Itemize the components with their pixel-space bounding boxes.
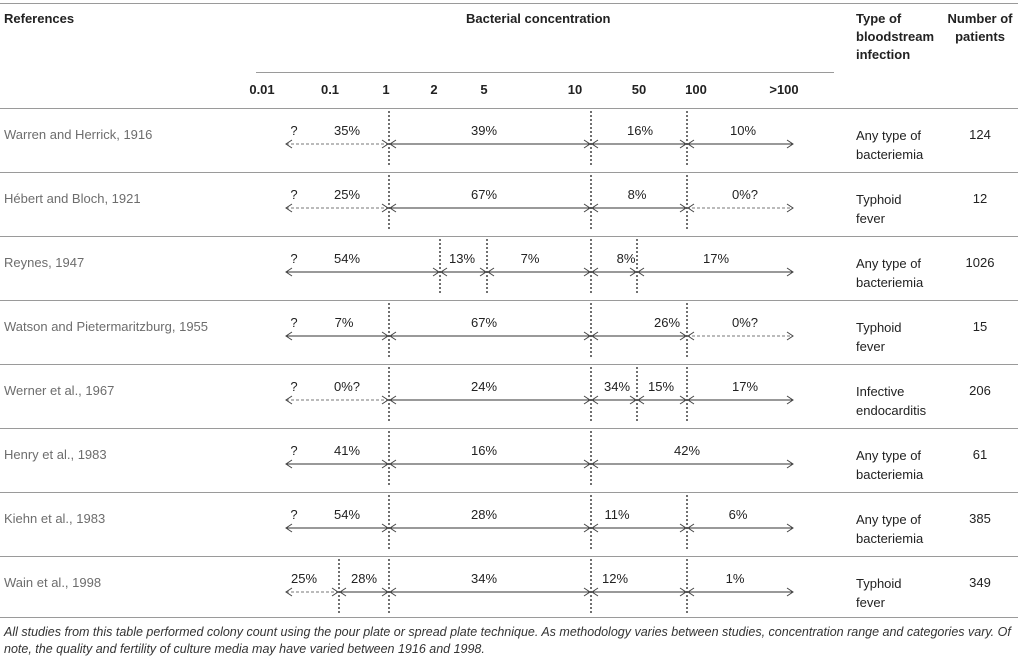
infection-type-cell xyxy=(856,574,902,612)
range-percent: 54% xyxy=(333,251,361,266)
range-percent: 24% xyxy=(470,379,498,394)
header-references: References xyxy=(4,11,75,26)
range-percent: 15% xyxy=(647,379,675,394)
reference-cell: Reynes, 1947 xyxy=(4,255,85,270)
infection-type-line: Typhoid xyxy=(856,192,902,207)
tick-label: 0.1 xyxy=(320,82,340,97)
patients-cell: 206 xyxy=(969,383,991,398)
range-percent: 0%? xyxy=(731,315,759,330)
header-infection-type-line1: Type of xyxy=(856,11,902,26)
infection-type-cell xyxy=(856,446,923,484)
range-percent: 10% xyxy=(729,123,757,138)
tick-label: 100 xyxy=(685,82,707,97)
patients-cell: 349 xyxy=(969,575,991,590)
reference-cell: Watson and Pietermaritzburg, 1955 xyxy=(4,319,209,334)
patients-cell: 12 xyxy=(972,191,988,206)
infection-type-cell xyxy=(856,318,902,356)
range-percent: 17% xyxy=(702,251,730,266)
unknown-label: ? xyxy=(290,315,298,330)
range-percent: 12% xyxy=(601,571,629,586)
range-percent: 67% xyxy=(470,187,498,202)
range-percent: 16% xyxy=(626,123,654,138)
header-infection-type xyxy=(856,10,934,64)
header-infection-type-line2: bloodstream xyxy=(856,29,935,44)
infection-type-line: Typhoid xyxy=(856,576,902,591)
infection-type-cell xyxy=(856,190,902,228)
infection-type-cell xyxy=(856,254,923,292)
tick-label: 5 xyxy=(480,82,488,97)
patients-cell: 385 xyxy=(969,511,991,526)
range-percent: 7% xyxy=(334,315,354,330)
infection-type-line: Any type of xyxy=(856,256,922,271)
range-percent: 28% xyxy=(350,571,378,586)
header-infection-type-line3: infection xyxy=(856,47,911,62)
tick-label: >100 xyxy=(769,82,799,97)
infection-type-line: endocarditis xyxy=(856,403,927,418)
unknown-label: ? xyxy=(290,379,298,394)
range-percent: 6% xyxy=(728,507,748,522)
reference-cell: Hébert and Bloch, 1921 xyxy=(4,191,141,206)
unknown-label: ? xyxy=(290,443,298,458)
tick-label: 1 xyxy=(382,82,390,97)
infection-type-line: bacteriemia xyxy=(856,275,924,290)
infection-type-line: Infective xyxy=(856,384,905,399)
range-percent: 13% xyxy=(448,251,476,266)
range-percent: 11% xyxy=(604,507,630,522)
range-percent: 41% xyxy=(333,443,361,458)
infection-type-line: bacteriemia xyxy=(856,531,924,546)
infection-type-line: fever xyxy=(856,211,885,226)
tick-label: 10 xyxy=(567,82,583,97)
range-percent: 7% xyxy=(520,251,540,266)
range-percent: 34% xyxy=(470,571,498,586)
range-percent: 25% xyxy=(290,571,318,586)
reference-cell: Werner et al., 1967 xyxy=(4,383,115,398)
infection-type-line: Any type of xyxy=(856,512,922,527)
infection-type-line: bacteriemia xyxy=(856,467,924,482)
patients-cell: 1026 xyxy=(965,255,995,270)
infection-type-line: Any type of xyxy=(856,448,922,463)
range-percent: 42% xyxy=(673,443,701,458)
tick-label: 2 xyxy=(430,82,438,97)
infection-type-line: fever xyxy=(856,595,885,610)
infection-type-line: bacteriemia xyxy=(856,147,924,162)
infection-type-cell xyxy=(856,510,923,548)
range-percent: 8% xyxy=(616,251,636,266)
range-percent: 34% xyxy=(603,379,631,394)
range-percent: 17% xyxy=(731,379,759,394)
range-percent: 8% xyxy=(627,187,647,202)
infection-type-cell xyxy=(856,382,926,420)
range-percent: 0%? xyxy=(731,187,759,202)
concentration-rule xyxy=(256,72,834,73)
range-percent: 35% xyxy=(333,123,361,138)
infection-type-line: fever xyxy=(856,339,885,354)
table-footnote: All studies from this table performed colony count using the pour plate or spread plate technique. As methodology varies between studies, concentration range and categories vary. Of note, the quality and fertility of culture media may have varied between 1916 and 1998. xyxy=(4,625,1011,656)
range-percent: 0%? xyxy=(333,379,361,394)
tick-label: 0.01 xyxy=(249,82,275,97)
reference-cell: Henry et al., 1983 xyxy=(4,447,107,462)
unknown-label: ? xyxy=(290,187,298,202)
range-percent: 54% xyxy=(333,507,361,522)
range-percent: 67% xyxy=(470,315,498,330)
range-percent: 25% xyxy=(333,187,361,202)
infection-type-line: Typhoid xyxy=(856,320,902,335)
patients-cell: 124 xyxy=(969,127,991,142)
infection-type-cell xyxy=(856,126,923,164)
header-concentration: Bacterial concentration xyxy=(466,11,611,26)
tick-label: 50 xyxy=(631,82,647,97)
infection-type-line: Any type of xyxy=(856,128,922,143)
reference-cell: Kiehn et al., 1983 xyxy=(4,511,106,526)
unknown-label: ? xyxy=(290,123,298,138)
range-percent: 39% xyxy=(470,123,498,138)
reference-cell: Warren and Herrick, 1916 xyxy=(4,127,153,142)
range-percent: 1% xyxy=(725,571,745,586)
patients-cell: 15 xyxy=(972,319,988,334)
range-percent: 26% xyxy=(653,315,681,330)
header-patients xyxy=(942,10,1018,46)
range-percent: 16% xyxy=(470,443,498,458)
unknown-label: ? xyxy=(290,251,298,266)
range-percent: 28% xyxy=(470,507,498,522)
header-patients-line1: Number of xyxy=(947,11,1013,26)
patients-cell: 61 xyxy=(972,447,988,462)
unknown-label: ? xyxy=(290,507,298,522)
bottom-rule xyxy=(0,617,1018,618)
reference-cell: Wain et al., 1998 xyxy=(4,575,102,590)
top-rule xyxy=(0,3,1018,4)
header-patients-line2: patients xyxy=(955,29,1005,44)
